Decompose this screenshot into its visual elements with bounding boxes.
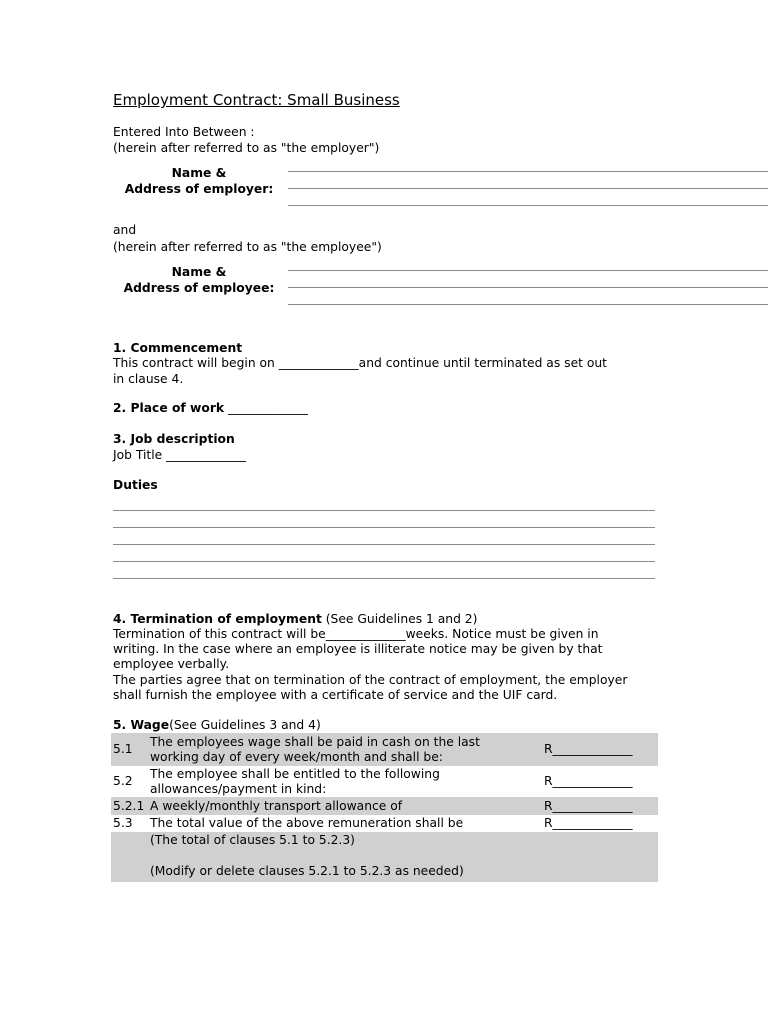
amount-field[interactable]: R_____________	[544, 774, 633, 788]
amount-field[interactable]: R_____________	[544, 816, 633, 830]
place-of-work-blank[interactable]: _____________	[228, 401, 308, 415]
wage-row-5-2-1	[111, 797, 658, 815]
clause-text-line: working day of every week/month and shall be:	[150, 749, 443, 764]
clause-text	[148, 766, 542, 797]
wage-row-5-3	[111, 815, 658, 832]
document-title: Employment Contract: Small Business	[113, 91, 400, 109]
wage-note-1: (The total of clauses 5.1 to 5.2.3)	[150, 833, 355, 847]
employee-name-label: Name &	[171, 265, 227, 279]
clause-text-line: The employees wage shall be paid in cash on the last	[150, 734, 480, 749]
job-description-heading: 3. Job description	[113, 432, 235, 446]
empty-cell	[542, 832, 658, 882]
wage-row-5-1	[111, 733, 658, 766]
clause-text	[148, 733, 542, 766]
duties-line-2[interactable]	[113, 527, 655, 528]
duties-line-1[interactable]	[113, 510, 655, 511]
wage-heading: 5. Wage	[113, 718, 170, 732]
clause-number: 5.3	[113, 816, 133, 830]
termination-line-3: employee verbally.	[113, 657, 230, 671]
employee-field-line-2[interactable]	[288, 287, 768, 288]
commencement-line-1: This contract will begin on _____________and continue until terminated as set out	[113, 356, 608, 370]
termination-line-1: Termination of this contract will be_____________weeks. Notice must be given in	[113, 627, 599, 641]
clause-number: 5.2	[113, 774, 133, 788]
place-of-work-row	[113, 401, 308, 415]
clause-number: 5.1	[111, 733, 148, 766]
employer-field-line-3[interactable]	[288, 205, 768, 206]
wage-table	[111, 733, 658, 882]
duties-line-4[interactable]	[113, 561, 655, 562]
wage-row-5-2	[111, 766, 658, 797]
entered-into-text: Entered Into Between :	[113, 125, 255, 139]
clause-text: The total value of the above remuneration shall be	[150, 816, 464, 830]
commencement-heading: 1. Commencement	[113, 341, 243, 355]
wage-note-2: (Modify or delete clauses 5.2.1 to 5.2.3 as needed)	[150, 864, 464, 878]
place-of-work-heading: 2. Place of work	[113, 401, 225, 415]
clause-text-line: allowances/payment in kind:	[150, 781, 327, 796]
termination-guidelines: (See Guidelines 1 and 2)	[325, 612, 478, 626]
employer-reference-text: (herein after referred to as "the employer")	[113, 141, 380, 155]
employer-address-label: Address of employer:	[124, 182, 274, 196]
amount-field[interactable]: R_____________	[542, 797, 658, 815]
wage-guidelines: (See Guidelines 3 and 4)	[169, 718, 321, 732]
employee-address-label: Address of employee:	[123, 281, 275, 295]
termination-line-5: shall furnish the employee with a certificate of service and the UIF card.	[113, 688, 558, 702]
employer-name-label: Name &	[171, 166, 227, 180]
employee-reference-text: (herein after referred to as "the employee")	[113, 240, 382, 254]
duties-line-3[interactable]	[113, 544, 655, 545]
employer-field-line-1[interactable]	[288, 171, 768, 172]
termination-line-2: writing. In the case where an employee is illiterate notice may be given by that	[113, 642, 603, 656]
clause-text-line: The employee shall be entitled to the following	[150, 766, 440, 781]
duties-line-5[interactable]	[113, 578, 655, 579]
job-title-field[interactable]: Job Title _____________	[113, 448, 247, 462]
clause-number: 5.2.1	[111, 797, 148, 815]
termination-line-4: The parties agree that on termination of the contract of employment, the employer	[113, 673, 628, 687]
clause-text: A weekly/monthly transport allowance of	[148, 797, 542, 815]
employer-field-line-2[interactable]	[288, 188, 768, 189]
empty-cell	[111, 832, 148, 882]
commencement-line-2: in clause 4.	[113, 372, 184, 386]
amount-field[interactable]: R_____________	[542, 733, 658, 766]
duties-heading: Duties	[113, 478, 158, 492]
termination-heading-row	[113, 612, 477, 626]
wage-heading-row	[113, 718, 321, 732]
employee-field-line-1[interactable]	[288, 270, 768, 271]
termination-heading: 4. Termination of employment	[113, 612, 322, 626]
and-text: and	[113, 223, 137, 237]
employee-field-line-3[interactable]	[288, 304, 768, 305]
wage-notes-row	[111, 832, 658, 882]
wage-notes	[148, 832, 542, 882]
